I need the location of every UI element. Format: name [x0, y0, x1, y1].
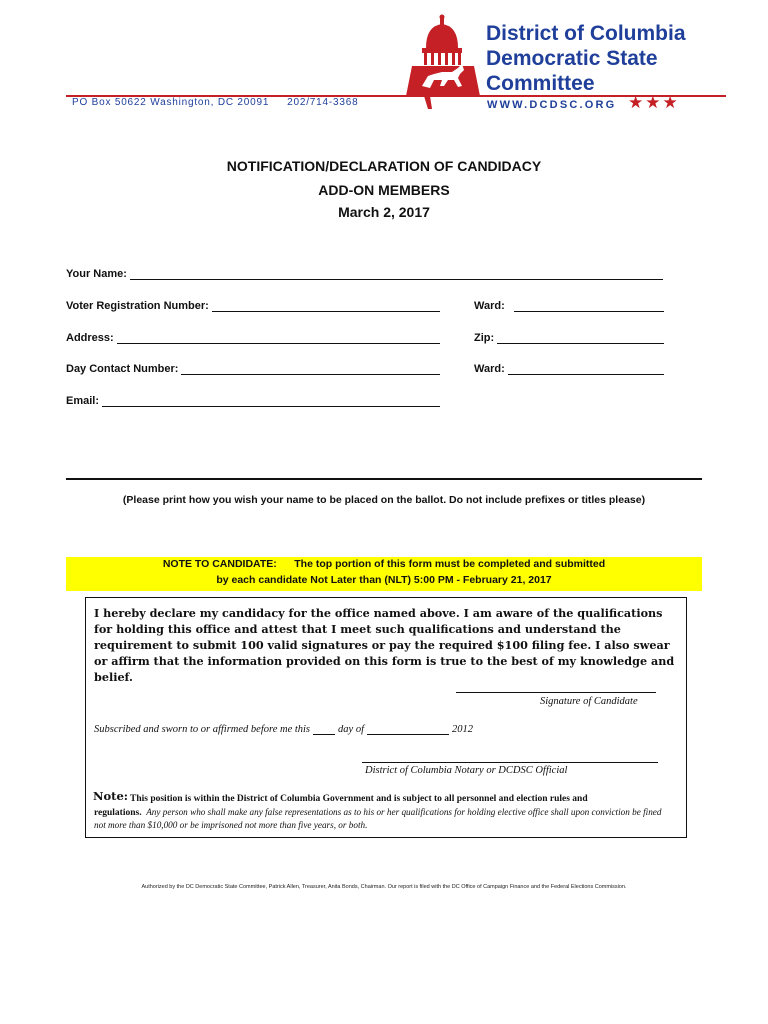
declaration-text: I hereby declare my candidacy for the office named above. I am aware of the qualifications for holding this office and attest that I meet such qualifications and understand the requirement to submit 100 valid signatures or pay the required $100 filing fee. I also swear or affirm that the information provided on this form is true to the best of my knowledge and belief. [94, 606, 675, 684]
email-field[interactable] [66, 391, 440, 407]
form-title: NOTIFICATION/DECLARATION OF CANDIDACY [226, 158, 542, 174]
ward-label-2: Ward: [474, 363, 505, 375]
note-regulations-word: regulations. [94, 808, 142, 818]
note-position-text: This position is within the District of Columbia Government and is subject to all personnel and election rules and [130, 794, 588, 804]
voter-registration-field[interactable] [66, 296, 440, 312]
org-name-line-1: District of Columbia [486, 22, 686, 45]
form-subtitle: ADD-ON MEMBERS [318, 182, 450, 198]
ward-field-2[interactable] [474, 359, 664, 375]
sworn-statement [94, 724, 473, 735]
header-contact: PO Box 50622 Washington, DC 20091 202/714-3368 [72, 97, 359, 108]
org-name-line-3: Committee [486, 72, 595, 95]
header-website: WWW.DCDSC.ORG [487, 99, 617, 111]
footer-disclaimer: Authorized by the DC Democratic State Committee, Patrick Allen, Treasurer, Anita Bonds, Chairman. Our report is filed with the DC Office of Campaign Finance and the Federal Elections Commission. [141, 884, 627, 890]
your-name-field[interactable] [66, 264, 663, 280]
org-name-line-2: Democratic State [486, 47, 658, 70]
day-contact-field[interactable] [66, 359, 440, 375]
ballot-name-instructions: (Please print how you wish your name to be placed on the ballot. Do not include prefixes or titles please) [122, 494, 646, 506]
your-name-label: Your Name: [66, 268, 127, 280]
sworn-month-blank[interactable] [367, 724, 449, 735]
note-penalty-italic: Any person who shall make any false representations as to his or her qualifications for holding elective office shall upon conviction be fined not more than $10,000 or be imprisoned not more than five years, or both. [94, 807, 662, 830]
address-label: Address: [66, 332, 114, 344]
candidate-signature-line[interactable] [456, 692, 656, 693]
sworn-year: 2012 [451, 724, 473, 735]
zip-field[interactable] [474, 328, 664, 344]
candidate-note-line-1: NOTE TO CANDIDATE: The top portion of this form must be completed and submitted [162, 558, 606, 570]
candidate-note-line-2: by each candidate Not Later than (NLT) 5:00 PM - February 21, 2017 [216, 574, 552, 586]
sworn-prefix: Subscribed and sworn to or affirmed before me this [94, 724, 311, 735]
ward-label-1: Ward: [474, 300, 505, 312]
sworn-day-blank[interactable] [313, 724, 335, 735]
voter-registration-label: Voter Registration Number: [66, 300, 209, 312]
notary-signature-line[interactable] [362, 762, 658, 763]
ward-field-1[interactable] [474, 296, 664, 312]
star-icons: ★★★ [628, 93, 680, 112]
candidate-signature-label: Signature of Candidate [540, 696, 638, 707]
address-field[interactable] [66, 328, 440, 344]
sworn-day-of: day of [338, 724, 364, 735]
zip-label: Zip: [474, 332, 495, 344]
form-date: March 2, 2017 [338, 204, 430, 220]
day-contact-label: Day Contact Number: [66, 363, 179, 375]
dcdsc-capitol-donkey-logo [404, 14, 484, 114]
ballot-name-line[interactable] [66, 478, 702, 480]
note-heading: Note: [93, 789, 129, 803]
email-label: Email: [66, 395, 100, 407]
note-penalty-text [94, 806, 674, 831]
notary-signature-label: District of Columbia Notary or DCDSC Official [365, 765, 568, 776]
